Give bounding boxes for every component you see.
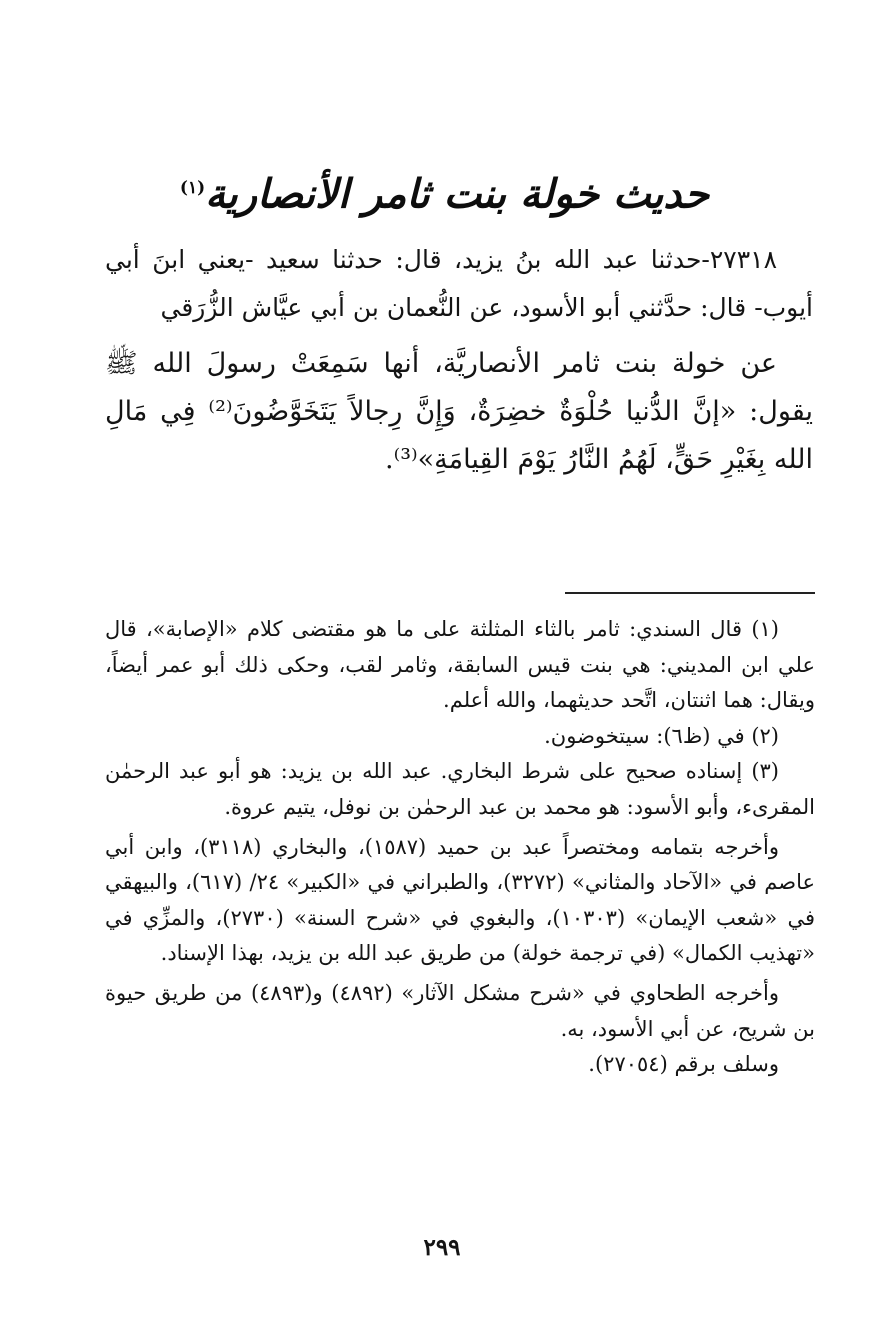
footnote-1: (١) قال السندي: ثامر بالثاء المثلثة على ما هو مقتضى كلام «الإصابة»، قال علي ابن المديني: هي بنت قيس السابقة، وثامر لقب، وحكى ذلك أبو عمر أيضاً، ويقال: هما اثنتان، اتَّحد حديثهما، والله أعلم. xyxy=(105,617,815,713)
footnote-3-takhrij-1: وأخرجه بتمامه ومختصراً عبد بن حميد (١٥٨٧)، والبخاري (٣١١٨)، وابن أبي عاصم في «الآحاد والمثاني» (٣٢٧٢)، والطبراني في «الكبير» ٢٤/ (٦١٧)، والبيهقي في «شعب الإيمان» (١٠٣٠٣)، والبغوي في «شرح السنة» (٢٧٣٠)، والمزِّي في «تهذيب الكمال» (في ترجمة خولة) من طريق عبد الله بن يزيد، بهذا الإسناد. xyxy=(105,834,816,966)
footnote-divider xyxy=(565,592,815,594)
title-footnote-marker: (١) xyxy=(179,178,206,198)
hadith-isnad xyxy=(105,236,813,332)
matn-text: عن خولة بنت ثامر الأنصاريَّة، أنها سَمِعَتْ رسولَ الله ﷺ يقول: «إنَّ الدُّنيا حُلْوَةٌ خضِرَةٌ، وَإِنَّ رِجالاً يَتَخَوَّضُونَ⁽²⁾ فِي مَالِ الله بِغَيْرِ حَقٍّ، لَهُمُ النَّارُ يَوْمَ القِيامَةِ»⁽³⁾. xyxy=(105,348,814,475)
isnad-text: ٢٧٣١٨-حدثنا عبد الله بنُ يزيد، قال: حدثنا سعيد -يعني ابنَ أبي أيوب- قال: حدَّثني أبو الأسود، عن النُّعمان بن أبي عيَّاش الزُّرَقي xyxy=(105,245,813,322)
chapter-title: حديث خولة بنت ثامر الأنصارية xyxy=(205,170,710,218)
page-number: ٢٩٩ xyxy=(423,1234,461,1261)
footnote-2: (٢) في (ظ٦): سيتخوضون. xyxy=(544,723,779,748)
footnote-3-cross-reference: وسلف برقم (٢٧٠٥٤). xyxy=(588,1052,779,1077)
chapter-heading xyxy=(150,158,735,224)
footnote-3: (٣) إسناده صحيح على شرط البخاري. عبد الله بن يزيد: هو أبو عبد الرحمٰن المقرىء، وأبو الأسود: هو محمد بن عبد الرحمٰن بن نوفل، يتيم عروة. xyxy=(105,759,815,819)
footnotes xyxy=(105,612,815,1083)
hadith-matn xyxy=(105,340,813,484)
footnote-3-takhrij-2: وأخرجه الطحاوي في «شرح مشكل الآثار» (٤٨٩٢) و(٤٨٩٣) من طريق حيوة بن شريح، عن أبي الأسود، به. xyxy=(105,980,815,1041)
